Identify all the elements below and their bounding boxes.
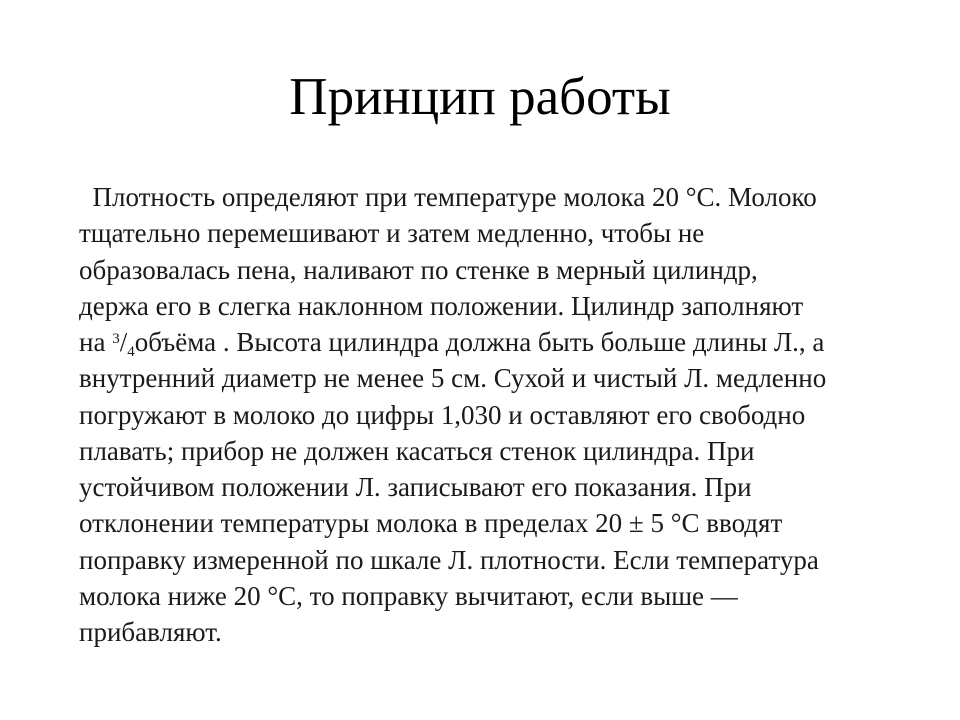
slide-title: Принцип работы — [289, 68, 671, 126]
text-line-13: прибавляют. — [79, 617, 222, 647]
text-line-1: Плотность определяют при температуре молока 20 °С. Молоко — [79, 182, 817, 212]
body-paragraph — [79, 179, 909, 650]
text-line-8: плавать; прибор не должен касаться стенок цилиндра. При — [79, 435, 755, 466]
fraction-numerator: 3 — [112, 331, 120, 347]
text-line-4: держа его в слегка наклонном положении. Цилиндр заполняют — [79, 290, 804, 321]
text-line-6: внутренний диаметр не менее 5 см. Сухой и чистый Л. медленно — [79, 363, 827, 394]
text-line-3: образовалась пена, наливают по стенке в мерный цилиндр, — [79, 254, 758, 285]
fraction-slash: / — [119, 327, 128, 357]
fraction-suffix: объёма . Высота цилиндра должна быть больше длины Л., а — [134, 327, 825, 357]
text-line-11: поправку измеренной по шкале Л. плотности. Если температура — [79, 544, 819, 575]
fraction-denominator: 4 — [127, 344, 135, 360]
text-line-7: погружают в молоко до цифры 1,030 и оставляют его свободно — [79, 399, 806, 430]
text-line-2: тщательно перемешивают и затем медленно, чтобы не — [79, 218, 705, 249]
text-line-12: молока ниже 20 °С, то поправку вычитают, если выше — — [79, 580, 738, 611]
text-line-5-fraction — [79, 324, 909, 360]
text-line-9: устойчивом положении Л. записывают его показания. При — [79, 472, 752, 502]
text-line-10: отклонении температуры молока в пределах 20 ± 5 °С вводят — [79, 508, 783, 539]
fraction-prefix: на — [79, 327, 113, 357]
